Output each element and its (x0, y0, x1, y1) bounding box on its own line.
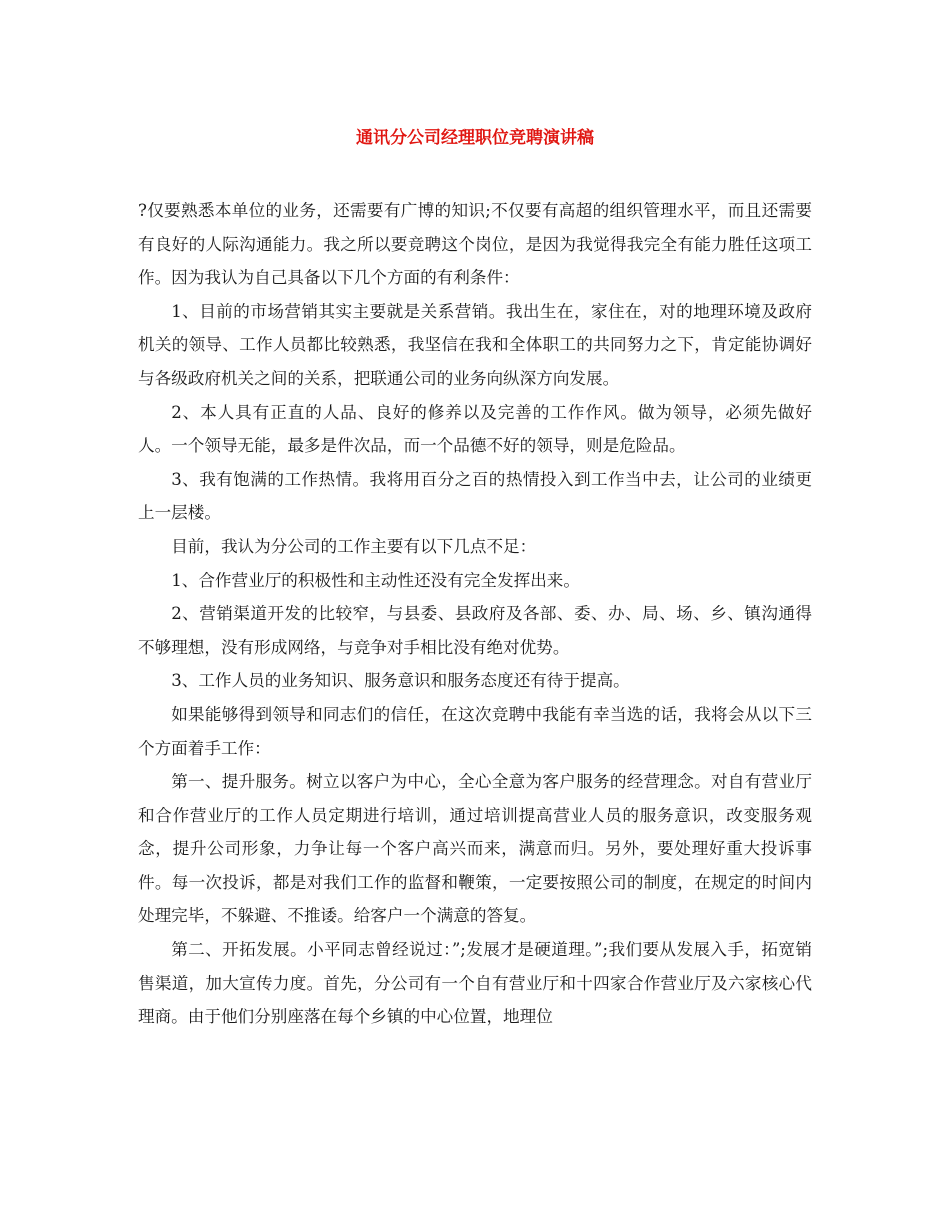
paragraph: 3、工作人员的业务知识、服务意识和服务态度还有待于提高。 (171, 671, 630, 691)
paragraph: 第二、开拓发展。小平同志曾经说过：”;发展才是硬道理。”;我们要从发展入手，拓宽销售渠道，加大宣传力度。首先，分公司有一个自有营业厅和十四家合作营业厅及六家核心代理商。由于他们分别座落在每个乡镇的中心位置，地理位 (138, 940, 812, 1027)
paragraph: ?仅要熟悉本单位的业务，还需要有广博的知识;不仅要有高超的组织管理水平，而且还需要有良好的人际沟通能力。我之所以要竞聘这个岗位，是因为我觉得我完全有能力胜任这项工作。因为我认为自己具备以下几个方面的有利条件： (138, 201, 812, 288)
paragraph: 2、营销渠道开发的比较窄，与县委、县政府及各部、委、办、局、场、乡、镇沟通得不够理想，没有形成网络，与竞争对手相比没有绝对优势。 (138, 604, 812, 657)
paragraph: 1、目前的市场营销其实主要就是关系营销。我出生在，家住在，对的地理环境及政府机关的领导、工作人员都比较熟悉，我坚信在我和全体职工的共同努力之下，肯定能协调好与各级政府机关之间的关系，把联通公司的业务向纵深方向发展。 (138, 301, 812, 388)
paragraph: 2、本人具有正直的人品、良好的修养以及完善的工作作风。做为领导，必须先做好人。一个领导无能，最多是件次品，而一个品德不好的领导，则是危险品。 (138, 402, 812, 456)
paragraph: 第一、提升服务。树立以客户为中心，全心全意为客户服务的经营理念。对自有营业厅和合作营业厅的工作人员定期进行培训，通过培训提高营业人员的服务意识，改变服务观念，提升公司形象，力争让每一个客户高兴而来，满意而归。另外，要处理好重大投诉事件。每一次投诉，都是对我们工作的监督和鞭策，一定要按照公司的制度，在规定的时间内处理完毕，不躲避、不推诿。给客户一个满意的答复。 (138, 772, 812, 926)
document-body (138, 194, 812, 1034)
paragraph: 目前，我认为分公司的工作主要有以下几点不足： (171, 536, 537, 556)
paragraph: 如果能够得到领导和同志们的信任，在这次竞聘中我能有幸当选的话，我将会从以下三个方面着手工作： (138, 704, 812, 758)
paragraph: 1、合作营业厅的积极性和主动性还没有完全发挥出来。 (171, 570, 580, 590)
document-title: 通讯分公司经理职位竞聘演讲稿 (356, 128, 594, 148)
paragraph: 3、我有饱满的工作热情。我将用百分之百的热情投入到工作当中去，让公司的业绩更上一层楼。 (138, 469, 812, 523)
